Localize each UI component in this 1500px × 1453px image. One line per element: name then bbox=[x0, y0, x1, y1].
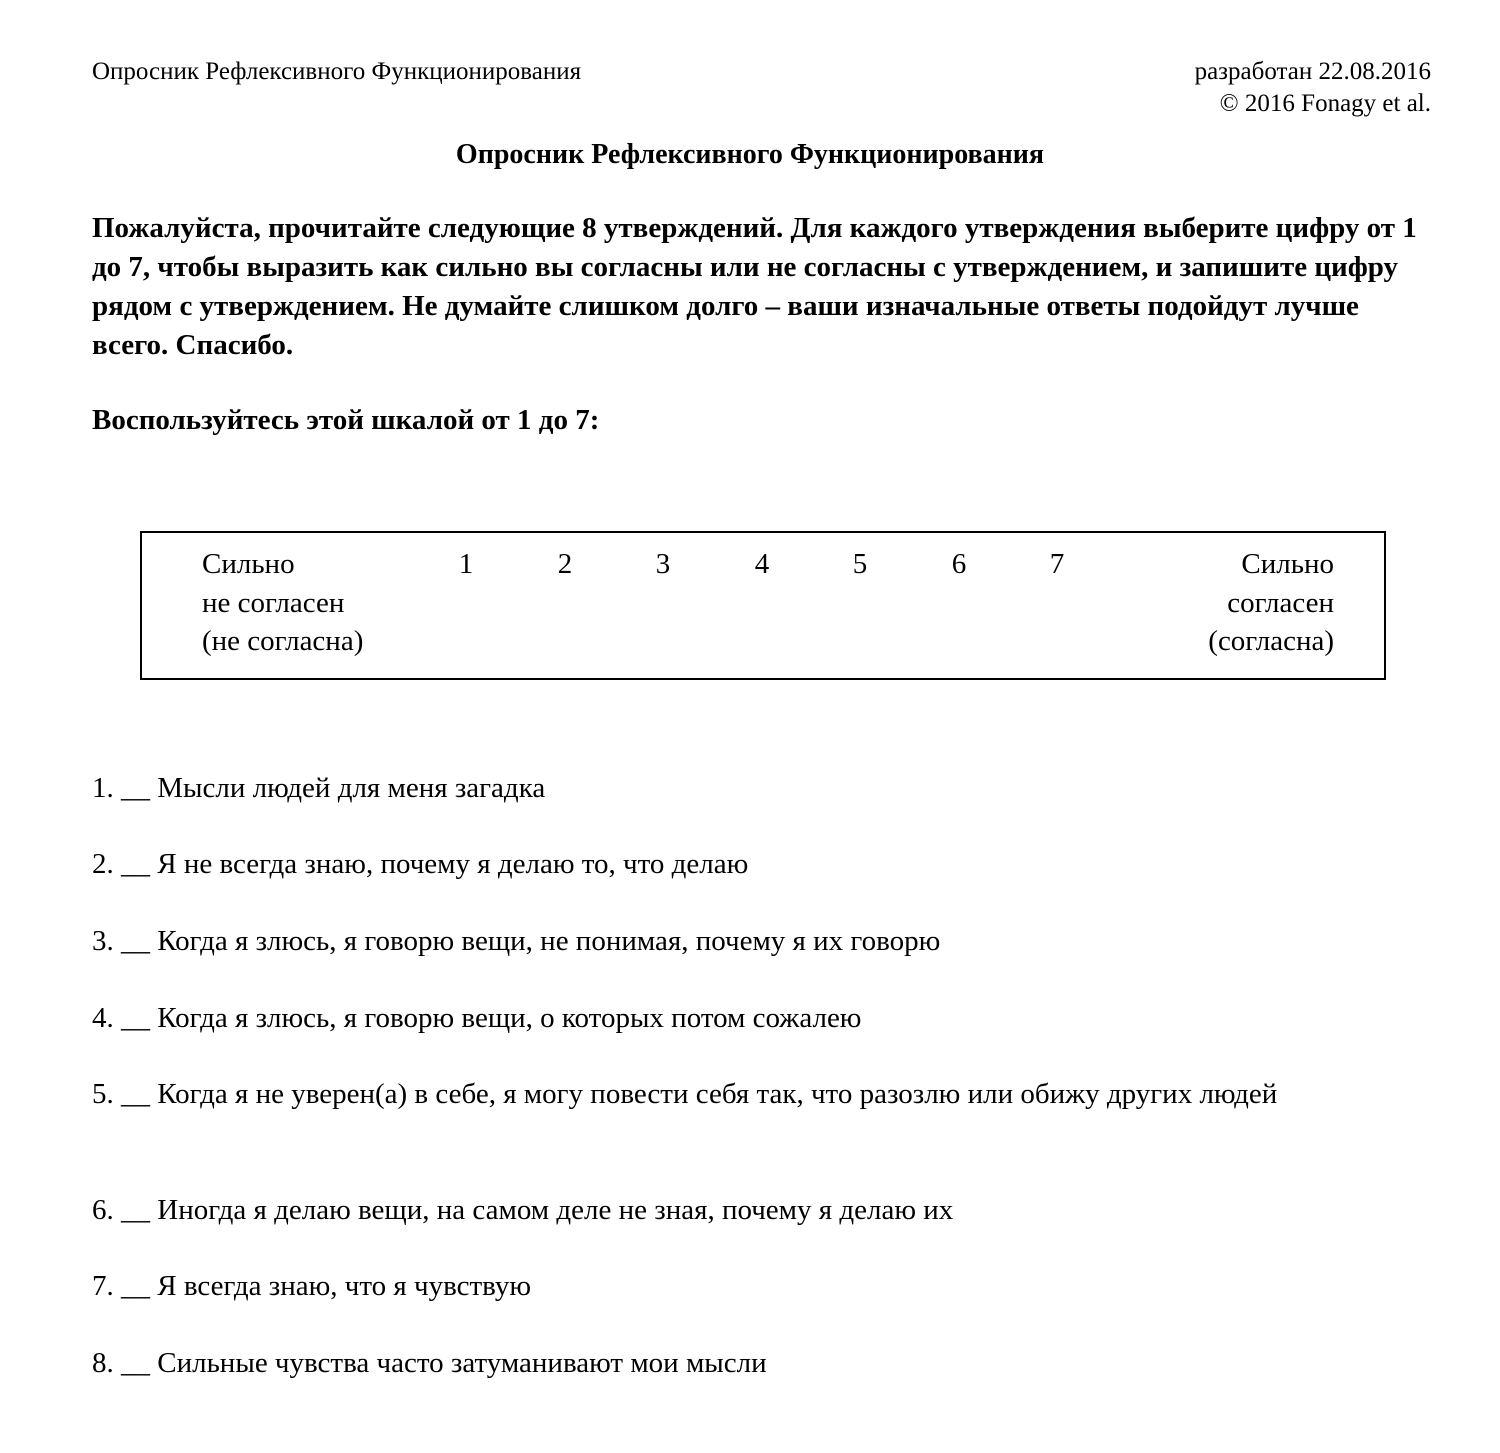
statement-number: 8. __ bbox=[92, 1347, 150, 1379]
scale-left-anchor bbox=[202, 545, 363, 661]
scale-label: Воспользуйтесь этой шкалой от 1 до 7: bbox=[92, 404, 600, 436]
scale-left-line3: (не согласна) bbox=[202, 625, 364, 657]
statement-item bbox=[92, 999, 1382, 1038]
statement-number: 2. __ bbox=[92, 848, 150, 880]
statement-item bbox=[92, 845, 1382, 884]
statement-item bbox=[92, 1075, 1382, 1114]
statement-item bbox=[92, 1191, 1382, 1230]
statement-number: 4. __ bbox=[92, 1002, 150, 1034]
instructions: Пожалуйста, прочитайте следующие 8 утверждений. Для каждого утверждения выберите цифру от 1 до 7, чтобы выразить как сильно вы согласны или не согласны с утверждением, и запишите цифру рядом с утверждением. Не думайте слишком долго – ваши изначальные ответы подойдут лучше всего. Спасибо. bbox=[92, 212, 1417, 361]
scale-number: 5 bbox=[852, 548, 868, 580]
statement-number: 1. __ bbox=[92, 772, 150, 804]
statement-text: Сильные чувства часто затуманивают мои мысли bbox=[157, 1347, 767, 1379]
scale-number: 4 bbox=[754, 548, 770, 580]
statement-item bbox=[92, 1267, 1382, 1306]
statement-text: Я всегда знаю, что я чувствую bbox=[157, 1270, 532, 1302]
statement-number: 7. __ bbox=[92, 1270, 150, 1302]
statement-number: 6. __ bbox=[92, 1194, 150, 1226]
statement-item bbox=[92, 1344, 1382, 1383]
scale-number: 3 bbox=[655, 548, 671, 580]
scale-number: 1 bbox=[458, 548, 474, 580]
scale-left-line2: не согласен bbox=[202, 586, 345, 619]
statement-text: Когда я злюсь, я говорю вещи, о которых потом сожалею bbox=[157, 1002, 862, 1034]
scale-right-line3: (согласна) bbox=[1208, 625, 1334, 657]
statement-text: Когда я злюсь, я говорю вещи, не понимая, почему я их говорю bbox=[157, 925, 941, 957]
statement-number: 5. __ bbox=[92, 1078, 150, 1110]
statement-item bbox=[92, 922, 1382, 961]
scale-right-anchor bbox=[1208, 545, 1334, 661]
scale-number: 6 bbox=[951, 548, 967, 580]
statement-item bbox=[92, 769, 1382, 808]
header-meta bbox=[1195, 56, 1431, 120]
scale-number: 7 bbox=[1049, 548, 1065, 580]
rating-scale-box bbox=[140, 531, 1386, 680]
scale-number: 2 bbox=[557, 548, 573, 580]
statement-text: Мысли людей для меня загадка bbox=[157, 772, 546, 804]
header-title: Опросник Рефлексивного Функционирования bbox=[92, 58, 582, 85]
statement-text: Я не всегда знаю, почему я делаю то, что делаю bbox=[157, 848, 749, 880]
statement-text: Иногда я делаю вещи, на самом деле не зная, почему я делаю их bbox=[157, 1194, 954, 1226]
scale-right-line2: согласен bbox=[1227, 586, 1334, 619]
developed-date: разработан 22.08.2016 bbox=[1194, 58, 1431, 85]
statement-number: 3. __ bbox=[92, 925, 150, 957]
scale-left-line1: Сильно bbox=[202, 548, 295, 580]
statement-text: Когда я не уверен(а) в себе, я могу повести себя так, что разозлю или обижу других людей bbox=[157, 1078, 1278, 1110]
scale-right-line1: Сильно bbox=[1241, 548, 1334, 580]
document-title: Опросник Рефлексивного Функционирования bbox=[455, 139, 1045, 170]
copyright: © 2016 Fonagy et al. bbox=[1219, 90, 1431, 117]
